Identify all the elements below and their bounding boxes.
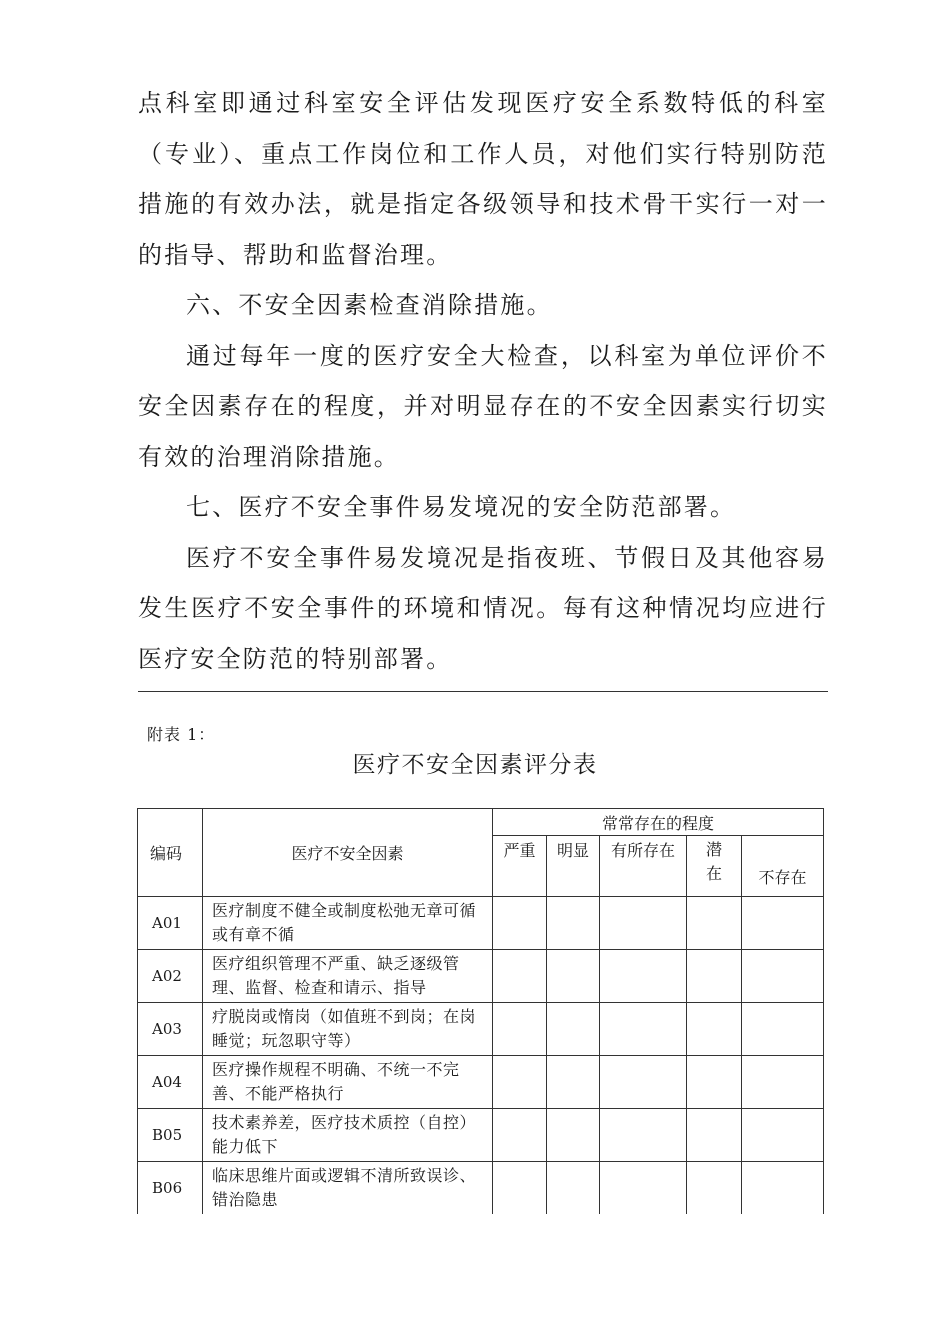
score-cell[interactable] — [600, 1162, 687, 1215]
score-cell[interactable] — [493, 1003, 547, 1056]
score-cell[interactable] — [742, 1056, 824, 1109]
risk-score-table — [137, 808, 824, 1214]
table-row — [138, 1109, 824, 1162]
header-frequency-group: 常常存在的程度 — [493, 809, 824, 836]
score-cell[interactable] — [600, 1109, 687, 1162]
score-cell[interactable] — [742, 950, 824, 1003]
score-cell[interactable] — [600, 1003, 687, 1056]
score-cell[interactable] — [742, 1109, 824, 1162]
row-factor: 技术素养差，医疗技术质控（自控）能力低下 — [203, 1109, 493, 1162]
score-cell[interactable] — [493, 1056, 547, 1109]
row-factor: 医疗组织管理不严重、缺乏逐级管理、监督、检查和请示、指导 — [203, 950, 493, 1003]
paragraph: 通过每年一度的医疗安全大检查，以科室为单位评价不安全因素存在的程度，并对明显存在的不安全因素实行切实有效的治理消除措施。 — [138, 341, 828, 471]
header-level-some: 有所存在 — [600, 836, 687, 897]
score-cell[interactable] — [493, 897, 547, 950]
row-code: A03 — [138, 1003, 203, 1056]
score-cell[interactable] — [493, 1109, 547, 1162]
body-text — [138, 78, 828, 684]
score-cell[interactable] — [742, 897, 824, 950]
header-level-none: 不存在 — [742, 836, 824, 897]
score-cell[interactable] — [600, 950, 687, 1003]
header-factor: 医疗不安全因素 — [203, 809, 493, 897]
score-cell[interactable] — [493, 1162, 547, 1215]
score-cell[interactable] — [547, 1162, 600, 1215]
section-heading: 六、不安全因素检查消除措施。 — [186, 291, 553, 319]
row-code: B06 — [138, 1162, 203, 1215]
table-row — [138, 950, 824, 1003]
row-factor: 医疗制度不健全或制度松弛无章可循或有章不循 — [203, 897, 493, 950]
row-code: B05 — [138, 1109, 203, 1162]
score-cell[interactable] — [687, 1162, 742, 1215]
score-cell[interactable] — [687, 950, 742, 1003]
table-row — [138, 1162, 824, 1215]
score-cell[interactable] — [742, 1003, 824, 1056]
score-cell[interactable] — [547, 950, 600, 1003]
header-code: 编码 — [138, 809, 203, 897]
score-cell[interactable] — [687, 1003, 742, 1056]
paragraph: 点科室即通过科室安全评估发现医疗安全系数特低的科室（专业）、重点工作岗位和工作人员，对他们实行特别防范措施的有效办法，就是指定各级领导和技术骨干实行一对一的指导、帮助和监督治理。 — [138, 89, 828, 269]
score-cell[interactable] — [600, 897, 687, 950]
score-cell[interactable] — [600, 1056, 687, 1109]
table-row — [138, 897, 824, 950]
score-cell[interactable] — [742, 1162, 824, 1215]
section-heading: 七、医疗不安全事件易发境况的安全防范部署。 — [186, 493, 737, 521]
header-level-severe: 严重 — [493, 836, 547, 897]
header-level-obvious: 明显 — [547, 836, 600, 897]
horizontal-divider — [138, 691, 828, 692]
row-factor: 临床思维片面或逻辑不清所致误诊、错治隐患 — [203, 1162, 493, 1215]
header-level-potential — [687, 836, 742, 897]
table-row — [138, 1056, 824, 1109]
score-cell[interactable] — [547, 1056, 600, 1109]
row-factor: 疗脱岗或惰岗（如值班不到岗；在岗睡觉；玩忽职守等） — [203, 1003, 493, 1056]
score-cell[interactable] — [687, 1109, 742, 1162]
score-cell[interactable] — [493, 950, 547, 1003]
score-cell[interactable] — [547, 897, 600, 950]
score-cell[interactable] — [687, 897, 742, 950]
table-row — [138, 1003, 824, 1056]
row-code: A04 — [138, 1056, 203, 1109]
score-cell[interactable] — [687, 1056, 742, 1109]
score-cell[interactable] — [547, 1109, 600, 1162]
row-code: A01 — [138, 897, 203, 950]
paragraph: 医疗不安全事件易发境况是指夜班、节假日及其他容易发生医疗不安全事件的环境和情况。每有这种情况均应进行医疗安全防范的特别部署。 — [138, 543, 828, 673]
score-cell[interactable] — [547, 1003, 600, 1056]
table-title: 医疗不安全因素评分表 — [352, 752, 598, 778]
header-level-potential-text: 潜在 — [705, 840, 722, 883]
appendix-label: 附表 1： — [147, 725, 216, 744]
row-code: A02 — [138, 950, 203, 1003]
row-factor: 医疗操作规程不明确、不统一不完善、不能严格执行 — [203, 1056, 493, 1109]
